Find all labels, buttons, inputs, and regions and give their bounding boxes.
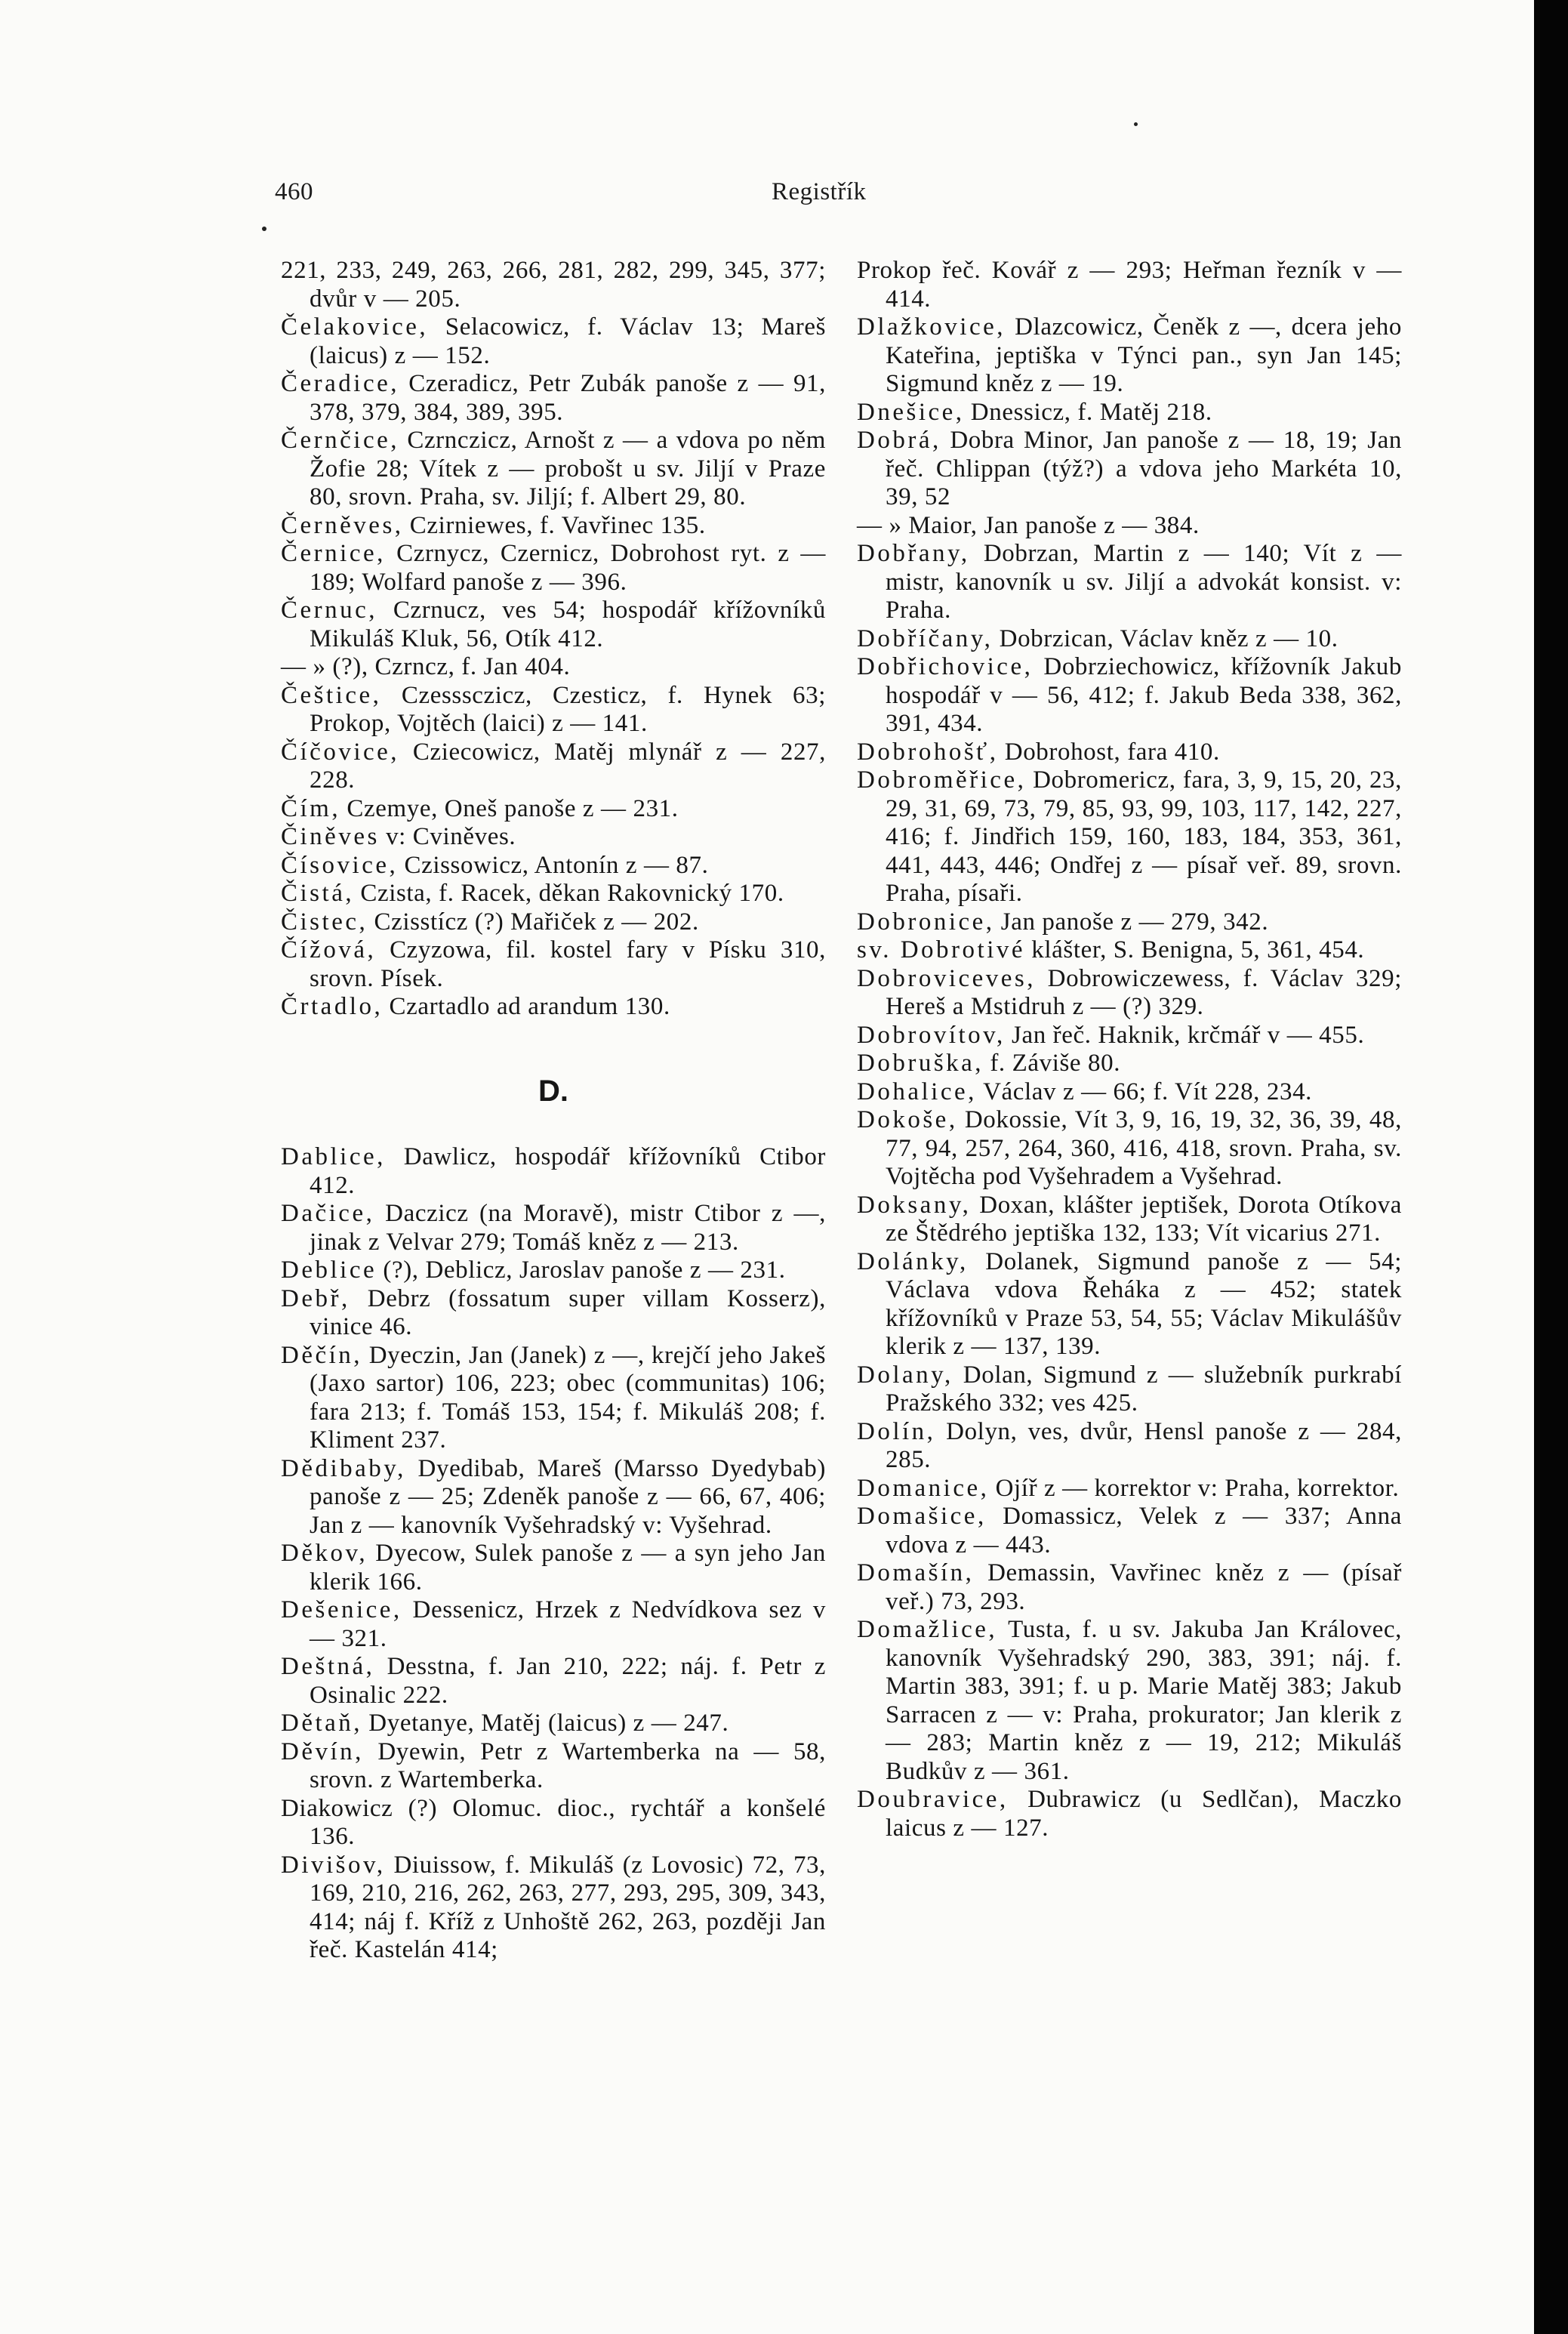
entry-headword: Děkov, — [281, 1540, 368, 1567]
entry-headword: Domanice, — [857, 1474, 990, 1502]
index-entry — [281, 1738, 826, 1795]
index-entry — [281, 1342, 826, 1455]
index-entry — [857, 965, 1402, 1022]
index-entry — [857, 399, 1402, 427]
entry-text: Prokop řeč. Kovář z — 293; Heřman řezník v — 414. — [857, 257, 1402, 313]
entry-text: (?), Deblicz, Jaroslav panoše z — 231. — [383, 1256, 786, 1284]
entry-headword: Dobřany, — [857, 540, 970, 567]
entry-headword: Čistá, — [281, 880, 355, 907]
entry-text: Dobrowiczewess, f. Václav 329; Hereš a Mstidruh z — (?) 329. — [886, 964, 1402, 1020]
entry-headword: Dobrovítov, — [857, 1021, 1006, 1049]
entry-text: Domassicz, Velek z — 337; Anna vdova z — 443. — [886, 1503, 1403, 1559]
index-entry — [281, 936, 826, 993]
index-entry — [281, 1596, 826, 1653]
entry-headword: Čím, — [281, 794, 341, 822]
index-entry — [281, 1851, 826, 1965]
entry-text: Dolyn, ves, dvůr, Hensl panoše z — 284, 285. — [886, 1417, 1402, 1473]
entry-headword: Černčice, — [281, 427, 400, 454]
scan-border — [1534, 0, 1568, 2334]
entry-text: Dobromericz, fara, 3, 9, 15, 20, 23, 29, 31, 69, 73, 79, 85, 93, 99, 103, 117, 142, 227, 416; f. Jindřich 159, 160, 183, 184, 353, 361, 441, 443, 446; Ondřej z — písař veř. 89, srovn. Praha, písaři. — [886, 766, 1403, 907]
entry-headword: Děčín, — [281, 1341, 363, 1369]
index-entry — [281, 1285, 826, 1342]
index-entry — [857, 1106, 1402, 1192]
right-column — [857, 257, 1402, 1842]
index-entry — [857, 1616, 1402, 1786]
index-entry — [281, 370, 826, 427]
entry-headword: Čistec, — [281, 908, 368, 936]
entry-headword: Dablice, — [281, 1143, 386, 1170]
entry-text: Jan panoše z — 279, 342. — [1000, 908, 1269, 936]
entry-headword: Domašín, — [857, 1559, 975, 1586]
entry-headword: Dědibaby, — [281, 1454, 406, 1482]
entry-headword: Dětaň, — [281, 1710, 363, 1737]
entry-headword: Dačice, — [281, 1200, 375, 1227]
entry-headword: Doksany, — [857, 1191, 972, 1219]
entry-text: Cziecowicz, Matěj mlynář z — 227, 228. — [310, 738, 826, 794]
entry-headword: Děvín, — [281, 1737, 364, 1765]
index-entry — [857, 1078, 1402, 1107]
index-entry — [857, 1418, 1402, 1475]
entry-text: Dolanek, Sigmund panoše z — 54; Václava vdova Řeháka z — 452; statek křížovníků v Praze 53, 54, 55; Václav Mikulášův klerik z — 137, 139. — [886, 1247, 1402, 1360]
entry-text: Diakowicz (?) Olomuc. dioc., rychtář a konšelé 136. — [281, 1794, 826, 1850]
entry-text: Dnessicz, f. Matěj 218. — [970, 398, 1212, 426]
entry-text: Dokossie, Vít 3, 9, 16, 19, 32, 36, 39, 48, 77, 94, 257, 264, 360, 416, 418, srovn. Praha, sv. Vojtěcha pod Vyšehradem a Vyšehrad. — [886, 1106, 1402, 1190]
index-entry — [281, 653, 826, 682]
index-entry — [281, 1710, 826, 1738]
entry-text: — » (?), Czrncz, f. Jan 404. — [281, 653, 571, 680]
entry-text: Jan řeč. Haknik, krčmář v — 455. — [1012, 1021, 1365, 1049]
entry-text: Dyecow, Sulek panoše z — a syn jeho Jan klerik 166. — [310, 1540, 826, 1596]
index-entry — [857, 1248, 1402, 1361]
entry-text: Czeradicz, Petr Zubák panoše z — 91, 378, 379, 384, 389, 395. — [310, 370, 827, 426]
entry-headword: Dobříčany, — [857, 624, 993, 652]
entry-text: Czyzowa, fil. kostel fary v Písku 310, srovn. Písek. — [310, 936, 826, 992]
entry-text: Demassin, Vavřinec kněz z — (písař veř.) 73, 293. — [886, 1559, 1402, 1615]
entry-text: 221, 233, 249, 263, 266, 281, 282, 299, 345, 377; dvůr v — 205. — [281, 257, 826, 313]
entry-headword: Čelakovice, — [281, 313, 429, 341]
index-entry — [281, 427, 826, 512]
entry-headword: Čísovice, — [281, 851, 399, 879]
index-entry — [857, 625, 1402, 654]
index-entry — [857, 936, 1402, 965]
entry-text: Czirniewes, f. Vavřinec 135. — [409, 511, 706, 539]
entry-text: Czissowicz, Antonín z — 87. — [404, 851, 709, 879]
index-entry — [857, 766, 1402, 908]
entry-headword: Dešenice, — [281, 1596, 402, 1623]
scan-speck — [1134, 122, 1138, 126]
entry-headword: Dolín, — [857, 1417, 936, 1445]
index-entry — [857, 1361, 1402, 1418]
entry-text: Czrnczicz, Arnošt z — a vdova po něm Žofie 28; Vítek z — probošt u sv. Jiljí v Praze 80, srovn. Praha, sv. Jiljí; f. Albert 29, 80. — [310, 427, 826, 510]
index-entry — [281, 738, 826, 795]
index-entry — [281, 1455, 826, 1540]
entry-text: Daczicz (na Moravě), mistr Ctibor z —, jinak z Velvar 279; Tomáš kněz z — 213. — [310, 1200, 827, 1256]
entry-text: Dyetanye, Matěj (laicus) z — 247. — [368, 1710, 729, 1737]
entry-text: Czesssczicz, Czesticz, f. Hynek 63; Prokop, Vojtěch (laici) z — 141. — [310, 681, 826, 737]
entry-headword: Čeradice, — [281, 370, 400, 397]
index-entry — [857, 908, 1402, 937]
index-entry — [281, 908, 826, 937]
entry-text: klášter, S. Benigna, 5, 361, 454. — [1031, 936, 1365, 964]
entry-headword: Črtadlo, — [281, 993, 384, 1020]
entry-text: Czrnucz, ves 54; hospodář křížovníků Mikuláš Kluk, 56, Otík 412. — [310, 597, 826, 652]
scan-speck — [262, 227, 266, 231]
entry-headword: Domažlice, — [857, 1616, 998, 1643]
entry-text: Debrz (fossatum super villam Kosserz), vinice 46. — [310, 1284, 826, 1340]
entry-headword: Dohalice, — [857, 1078, 977, 1105]
entry-headword: Deštná, — [281, 1653, 375, 1680]
entry-text: — » Maior, Jan panoše z — 384. — [857, 511, 1200, 539]
index-entry — [857, 1475, 1402, 1503]
entry-headword: Dnešice, — [857, 398, 965, 426]
index-entry — [281, 540, 826, 597]
index-entry — [281, 1143, 826, 1200]
index-entry — [857, 512, 1402, 541]
entry-headword: Číčovice, — [281, 738, 400, 766]
entries-after-section — [281, 1143, 826, 1965]
entry-headword: Divišov, — [281, 1851, 386, 1879]
index-entry — [281, 313, 826, 370]
entry-headword: Čížová, — [281, 936, 377, 964]
entry-headword: Češtice, — [281, 681, 382, 709]
page-number: 460 — [275, 178, 313, 205]
entry-headword: Deblice — [281, 1256, 377, 1284]
entry-text: f. Záviše 80. — [990, 1050, 1121, 1077]
index-entry — [857, 257, 1402, 313]
entry-headword: Dobrohošť, — [857, 738, 999, 766]
entry-headword: Domašice, — [857, 1503, 987, 1530]
index-entry — [857, 427, 1402, 512]
entry-headword: Dobroviceves, — [857, 964, 1037, 992]
entry-headword: Dobroměřice, — [857, 766, 1027, 794]
entry-text: Dlazcowicz, Čeněk z —, dcera jeho Kateřina, jeptiška v Týnci pan., syn Jan 145; Sigmund kněz z — 19. — [886, 313, 1402, 397]
entry-text: Dobrzan, Martin z — 140; Vít z — mistr, kanovník u sv. Jiljí a advokát konsist. v: Praha. — [886, 540, 1402, 624]
entry-text: Dobrohost, fara 410. — [1004, 738, 1220, 766]
entry-text: Dolan, Sigmund z — služebník purkrabí Pražského 332; ves 425. — [886, 1361, 1403, 1417]
index-entry — [281, 823, 826, 852]
entry-headword: Dobronice, — [857, 908, 995, 936]
entry-text: Dyedibab, Mareš (Marsso Dyedybab) panoše z — 25; Zdeněk panoše z — 66, 67, 406; Jan z — kanovník Vyšehradský v: Vyšehrad. — [310, 1454, 826, 1539]
index-entry — [281, 512, 826, 541]
entry-text: Selacowicz, f. Václav 13; Mareš (laicus) z — 152. — [310, 313, 827, 369]
entry-text: Doxan, klášter jeptišek, Dorota Otíkova ze Štědrého jeptiška 132, 133; Vít vicarius 271. — [886, 1191, 1402, 1247]
index-entry — [281, 795, 826, 824]
entry-headword: Dlažkovice, — [857, 313, 1006, 341]
entry-text: Dessenicz, Hrzek z Nedvídkova sez v — 321. — [310, 1596, 827, 1652]
entry-text: Diuissow, f. Mikuláš (z Lovosic) 72, 73, 169, 210, 216, 262, 263, 277, 293, 295, 309, 343, 414; náj f. Kříž z Unhoště 262, 263, později Jan řeč. Kastelán 414; — [310, 1851, 827, 1963]
entry-headword: Dolánky, — [857, 1247, 969, 1275]
entry-text: Dawlicz, hospodář křížovníků Ctibor 412. — [310, 1143, 827, 1199]
left-column — [281, 257, 826, 1965]
index-entry — [281, 597, 826, 653]
index-entry — [281, 880, 826, 908]
index-entry — [857, 540, 1402, 625]
index-entry — [857, 1022, 1402, 1050]
entry-text: Dyeczin, Jan (Janek) z —, krejčí jeho Jakeš (Jaxo sartor) 106, 223; obec (communitas) 106; fara 213; f. Tomáš 153, 154; f. Mikuláš 208; f. Kliment 237. — [310, 1341, 827, 1454]
entry-text: Dobrzican, Václav kněz z — 10. — [999, 624, 1338, 652]
section-letter: D. — [538, 1074, 568, 1108]
entry-headword: sv. Dobrotivé — [857, 936, 1026, 964]
index-entry — [857, 653, 1402, 738]
entry-headword: Černuc, — [281, 597, 378, 624]
entry-text: Dobra Minor, Jan panoše z — 18, 19; Jan řeč. Chlippan (týž?) a vdova jeho Markéta 10, 39, 52 — [886, 427, 1402, 510]
entry-headword: Dobrá, — [857, 427, 941, 454]
entry-text: v: Cviněves. — [386, 823, 516, 850]
entry-text: Václav z — 66; f. Vít 228, 234. — [983, 1078, 1313, 1105]
index-entry — [857, 1192, 1402, 1248]
entry-headword: Dobřichovice, — [857, 653, 1034, 680]
running-title: Registřík — [772, 178, 867, 205]
entry-text: Ojíř z — korrektor v: Praha, korrektor. — [995, 1474, 1400, 1502]
index-entry — [281, 993, 826, 1022]
index-entry — [857, 1559, 1402, 1616]
entry-text: Dyewin, Petr z Wartemberka na — 58, srovn. z Wartemberka. — [310, 1737, 826, 1793]
entry-headword: Doubravice, — [857, 1786, 1009, 1813]
entry-headword: Dobruška, — [857, 1050, 984, 1077]
index-entry — [281, 1200, 826, 1256]
index-entry — [857, 313, 1402, 399]
index-entry — [857, 1786, 1402, 1842]
entry-text: Dubrawicz (u Sedlčan), Maczko laicus z — 127. — [886, 1786, 1402, 1842]
entry-headword: Černice, — [281, 540, 386, 567]
entries-before-section — [281, 257, 826, 1022]
index-entry — [281, 852, 826, 880]
index-entry — [857, 738, 1402, 767]
entry-text: Dobrziechowicz, křížovník Jakub hospodář v — 56, 412; f. Jakub Beda 338, 362, 391, 434. — [886, 653, 1402, 737]
entry-text: Tusta, f. u sv. Jakuba Jan Královec, kanovník Vyšehradský 290, 383, 391; náj. f. Martin 383, 391; f. u p. Marie Matěj 383; Jakub Sarracen z — v: Praha, prokurator; Jan klerik z — 283; Martin kněz z — 19, 212; Mikuláš Budkův z — 361. — [886, 1616, 1403, 1785]
entry-text: Czisstícz (?) Mařiček z — 202. — [374, 908, 699, 936]
index-entry — [857, 1050, 1402, 1078]
entry-headword: Debř, — [281, 1284, 350, 1312]
entry-headword: Dokoše, — [857, 1106, 958, 1133]
index-entry — [281, 1653, 826, 1710]
entry-text: Desstna, f. Jan 210, 222; náj. f. Petr z Osinalic 222. — [310, 1653, 826, 1709]
entry-text: Czista, f. Racek, děkan Rakovnický 170. — [360, 880, 784, 907]
entries-list — [857, 257, 1402, 1842]
index-entry — [281, 1795, 826, 1851]
entry-headword: Činěves — [281, 823, 380, 850]
entry-text: Czartadlo ad arandum 130. — [389, 993, 670, 1020]
index-entry — [857, 1503, 1402, 1559]
index-entry — [281, 1540, 826, 1596]
index-entry — [281, 257, 826, 313]
entry-headword: Černěves, — [281, 511, 404, 539]
index-entry — [281, 682, 826, 738]
entry-headword: Dolany, — [857, 1361, 953, 1389]
entry-text: Czrnycz, Czernicz, Dobrohost ryt. z — 189; Wolfard panoše z — 396. — [310, 540, 826, 596]
index-entry — [281, 1256, 826, 1285]
entry-text: Czemye, Oneš panoše z — 231. — [347, 794, 679, 822]
